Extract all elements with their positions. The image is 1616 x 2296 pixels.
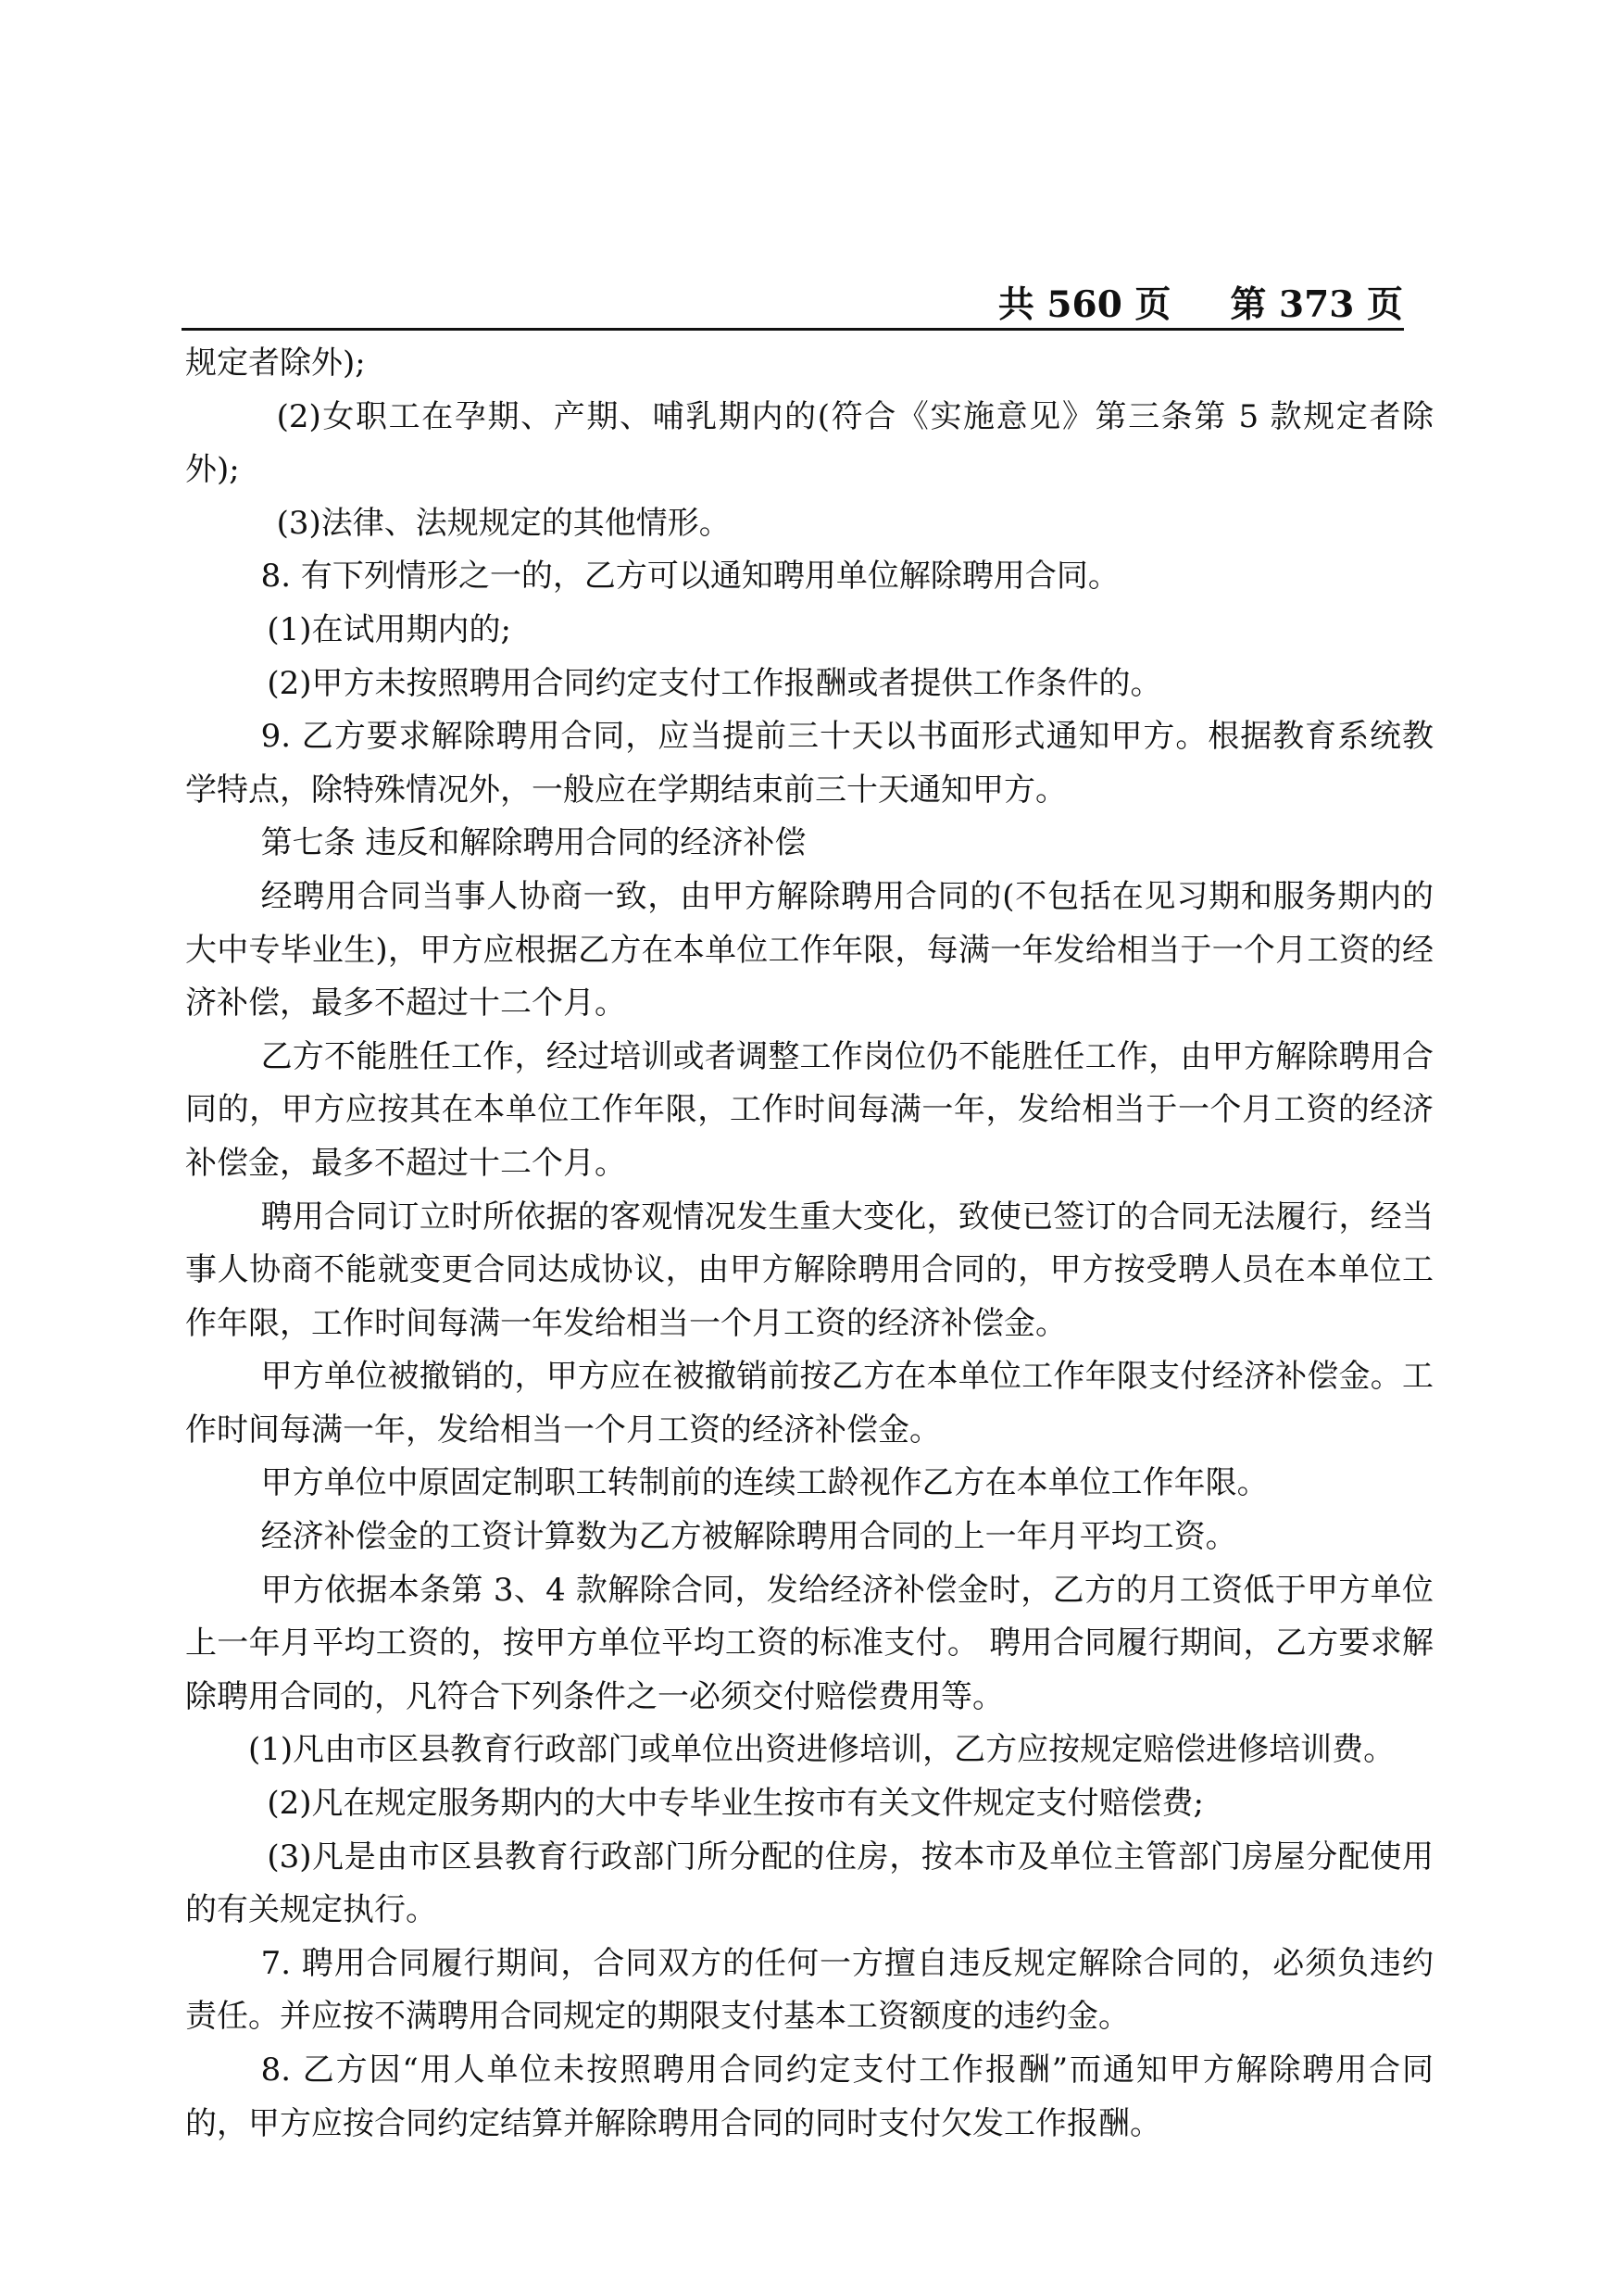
paragraph: (2)甲方未按照聘用合同约定支付工作报酬或者提供工作条件的。 bbox=[267, 664, 1162, 702]
paragraph: 甲方依据本条第 3、4 款解除合同，发给经济补偿金时，乙方的月工资低于甲方单位上一年月平均工资的，按甲方单位平均工资的标准支付。 聘用合同履行期间，乙方要求解除聘用合同的，凡符合下列条件之一必须交付赔偿费用等。 bbox=[185, 1571, 1434, 1715]
paragraph: 规定者除外); bbox=[185, 345, 366, 382]
paragraph: 8. 有下列情形之一的，乙方可以通知聘用单位解除聘用合同。 bbox=[260, 558, 1120, 596]
paragraph: 甲方单位被撤销的，甲方应在被撤销前按乙方在本单位工作年限支付经济补偿金。工作时间每满一年，发给相当一个月工资的经济补偿金。 bbox=[185, 1358, 1434, 1449]
paragraph: 乙方不能胜任工作，经过培训或者调整工作岗位仍不能胜任工作，由甲方解除聘用合同的，甲方应按其在本单位工作年限，工作时间每满一年，发给相当于一个月工资的经济补偿金，最多不超过十二个月。 bbox=[185, 1037, 1434, 1182]
total-pages: 共 560 页 bbox=[997, 283, 1171, 326]
paragraph: 7. 聘用合同履行期间，合同双方的任何一方擅自违反规定解除合同的，必须负违约责任。并应按不满聘用合同规定的期限支付基本工资额度的违约金。 bbox=[185, 1944, 1434, 2036]
paragraph: (3)法律、法规规定的其他情形。 bbox=[276, 504, 731, 542]
paragraph: (2)女职工在孕期、产期、哺乳期内的(符合《实施意见》第三条第 5 款规定者除外); bbox=[185, 397, 1434, 489]
document-body bbox=[185, 337, 1434, 2151]
paragraph: (2)凡在规定服务期内的大中专毕业生按市有关文件规定支付赔偿费; bbox=[267, 1785, 1205, 1823]
paragraph: 经济补偿金的工资计算数为乙方被解除聘用合同的上一年月平均工资。 bbox=[260, 1518, 1237, 1556]
paragraph: (1)凡由市区县教育行政部门或单位出资进修培训，乙方应按规定赔偿进修培训费。 bbox=[248, 1731, 1396, 1769]
paragraph: 聘用合同订立时所依据的客观情况发生重大变化，致使已签订的合同无法履行，经当事人协商不能就变更合同达成协议，由甲方解除聘用合同的，甲方按受聘人员在本单位工作年限，工作时间每满一年发给相当一个月工资的经济补偿金。 bbox=[185, 1198, 1434, 1342]
header-rule bbox=[182, 328, 1404, 331]
paragraph: (1)在试用期内的; bbox=[267, 610, 512, 648]
paragraph: 8. 乙方因“用人单位未按照聘用合同约定支付工作报酬”而通知甲方解除聘用合同的，甲方应按合同约定结算并解除聘用合同的同时支付欠发工作报酬。 bbox=[185, 2051, 1434, 2142]
paragraph: 甲方单位中原固定制职工转制前的连续工龄视作乙方在本单位工作年限。 bbox=[260, 1464, 1269, 1502]
current-page: 第 373 页 bbox=[1230, 283, 1403, 326]
paragraph: 9. 乙方要求解除聘用合同，应当提前三十天以书面形式通知甲方。根据教育系统教学特点，除特殊情况外，一般应在学期结束前三十天通知甲方。 bbox=[185, 718, 1434, 809]
paragraph: 第七条 违反和解除聘用合同的经济补偿 bbox=[260, 824, 807, 862]
page-header bbox=[0, 276, 1403, 328]
paragraph: 经聘用合同当事人协商一致，由甲方解除聘用合同的(不包括在见习期和服务期内的大中专毕业生)，甲方应根据乙方在本单位工作年限，每满一年发给相当于一个月工资的经济补偿，最多不超过十二个月。 bbox=[185, 877, 1434, 1023]
paragraph: (3)凡是由市区县教育行政部门所分配的住房，按本市及单位主管部门房屋分配使用的有关规定执行。 bbox=[185, 1838, 1434, 1929]
